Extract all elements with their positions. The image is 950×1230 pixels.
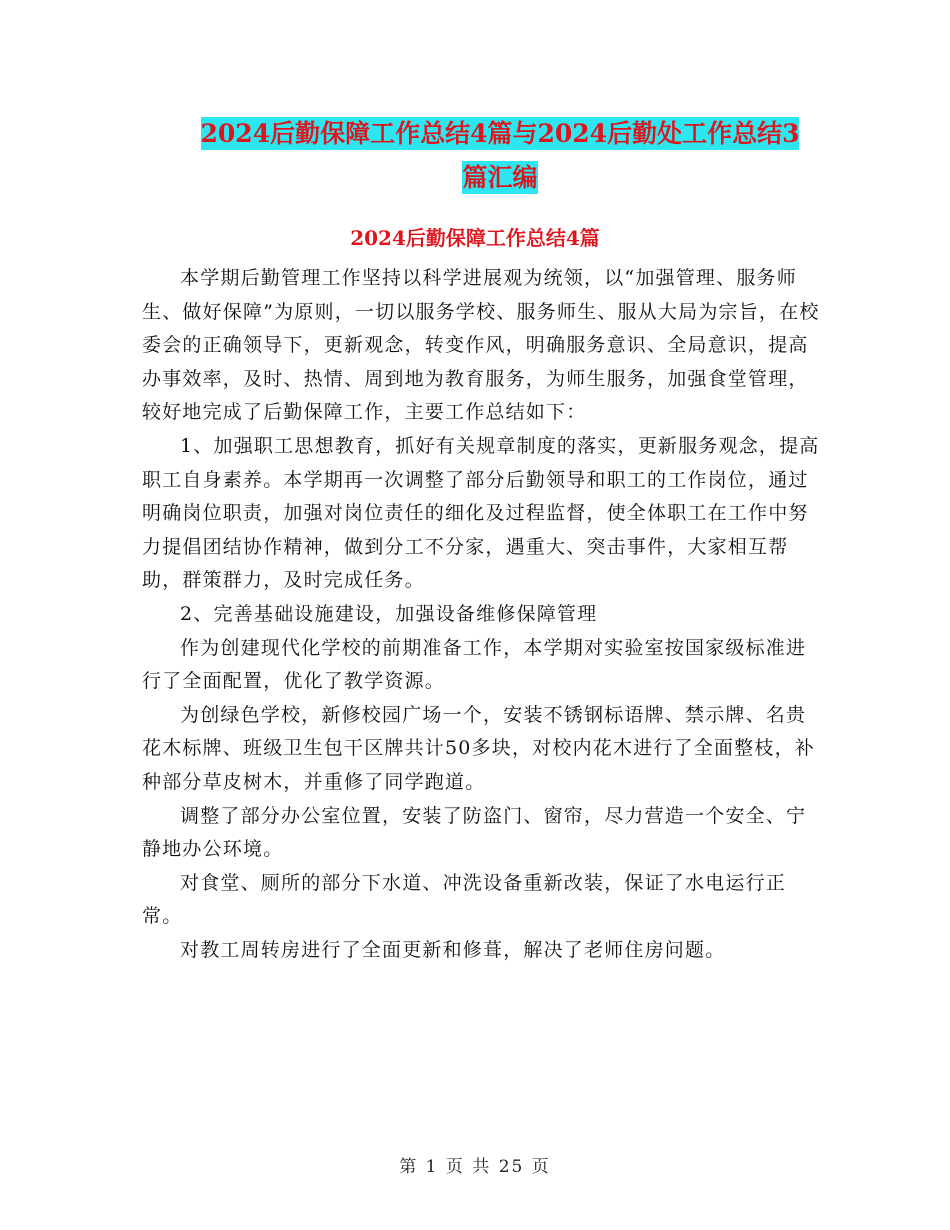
document-title-line1: 2024后勤保障工作总结4篇与2024后勤处工作总结3 (200, 119, 800, 148)
paragraph: 为创绿色学校，新修校园广场一个，安装不锈钢标语牌、禁示牌、名贵花木标牌、班级卫生包干区牌共计50多块，对校内花木进行了全面整枝，补种部分草皮树木，并重修了同学跑道。 (142, 703, 815, 793)
document-title (140, 112, 860, 200)
body-text (142, 262, 822, 967)
paragraph: 调整了部分办公室位置，安装了防盗门、窗帘，尽力营造一个安全、宁静地办公环境。 (142, 804, 807, 861)
paragraph: 2、完善基础设施建设，加强设备维修保障管理 (180, 602, 598, 625)
page-footer: 第 1 页 共 25 页 (399, 1157, 551, 1177)
paragraph: 对教工周转房进行了全面更新和修葺，解决了老师住房问题。 (180, 938, 726, 961)
paragraph: 本学期后勤管理工作坚持以科学进展观为统领，以“加强管理、服务师生、做好保障”为原则，一切以服务学校、服务师生、服从大局为宗旨，在校委会的正确领导下，更新观念，转变作风，明确服务意识、全局意识，提高办事效率，及时、热情、周到地为教育服务，为师生服务，加强食堂管理，较好地完成了后勤保障工作，主要工作总结如下： (142, 267, 820, 424)
paragraph: 作为创建现代化学校的前期准备工作，本学期对实验室按国家级标准进行了全面配置，优化了教学资源。 (142, 636, 807, 693)
paragraph: 1、加强职工思想教育，抓好有关规章制度的落实，更新服务观念，提高职工自身素养。本学期再一次调整了部分后勤领导和职工的工作岗位，通过明确岗位职责，加强对岗位责任的细化及过程监督，使全体职工在工作中努力提倡团结协作精神，做到分工不分家，遇重大、突击事件，大家相互帮助，群策群力，及时完成任务。 (142, 434, 820, 592)
section-title: 2024后勤保障工作总结4篇 (350, 226, 600, 250)
document-title-line2: 篇汇编 (462, 163, 538, 192)
paragraph: 对食堂、厕所的部分下水道、冲洗设备重新改装，保证了水电运行正常。 (142, 871, 787, 928)
